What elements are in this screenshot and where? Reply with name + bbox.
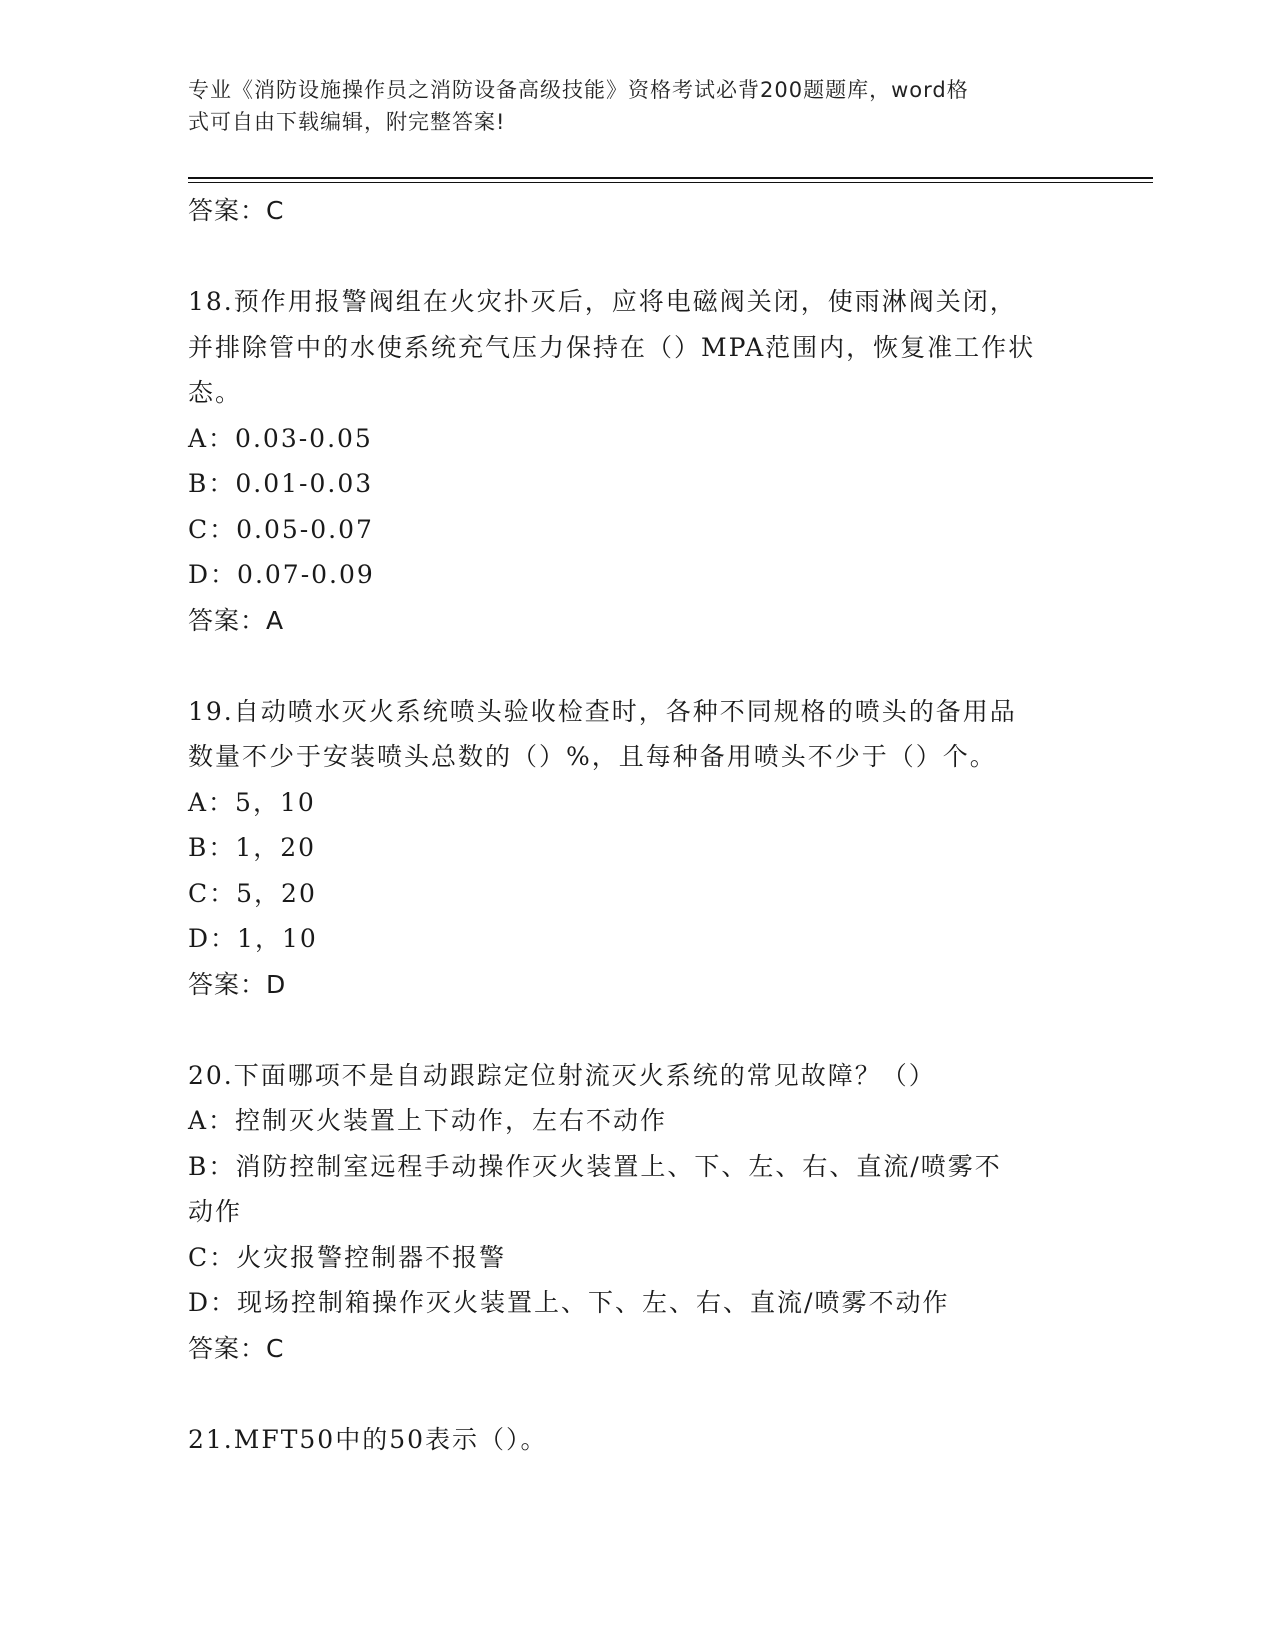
spacer	[188, 234, 1068, 280]
question-list	[188, 188, 1068, 1462]
header-line-2: 式可自由下载编辑，附完整答案!	[188, 110, 506, 134]
answer-17: 答案：C	[188, 196, 285, 225]
page-header	[188, 74, 1068, 138]
question-19-option-b: B：1，20	[188, 833, 317, 862]
question-18	[188, 279, 1068, 643]
question-19-option-d: D：1，10	[188, 924, 318, 953]
question-20-option-b-line-1: B：消防控制室远程手动操作灭火装置上、下、左、右、直流/喷雾不	[188, 1151, 1002, 1181]
question-19-option-a: A：5，10	[188, 787, 316, 817]
question-19	[188, 689, 1068, 1008]
question-19-option-c: C：5，20	[188, 878, 317, 908]
spacer	[188, 643, 1068, 689]
question-21	[188, 1417, 1068, 1463]
question-19-stem-line-1: 19.自动喷水灭火系统喷头验收检查时，各种不同规格的喷头的备用品	[188, 696, 1017, 726]
question-20-option-d: D：现场控制箱操作灭火装置上、下、左、右、直流/喷雾不动作	[188, 1288, 950, 1317]
question-20-option-a: A：控制灭火装置上下动作，左右不动作	[188, 1106, 668, 1135]
spacer	[188, 1371, 1068, 1417]
question-20-answer: 答案：C	[188, 1333, 285, 1363]
question-20-option-c: C：火灾报警控制器不报警	[188, 1242, 507, 1272]
question-18-stem-line-3: 态。	[188, 378, 243, 407]
question-18-option-d: D：0.07-0.09	[188, 560, 375, 589]
question-20	[188, 1053, 1068, 1372]
header-rule-thick	[188, 177, 1153, 179]
question-19-answer: 答案：D	[188, 969, 287, 999]
question-18-option-b: B：0.01-0.03	[188, 469, 374, 498]
question-19-stem-line-2: 数量不少于安装喷头总数的（）%，且每种备用喷头不少于（）个。	[188, 742, 997, 771]
question-18-option-c: C：0.05-0.07	[188, 514, 374, 544]
header-rule-thin	[188, 182, 1153, 183]
spacer	[188, 1007, 1068, 1053]
question-18-stem-line-1: 18.预作用报警阀组在火灾扑灭后，应将电磁阀关闭，使雨淋阀关闭，	[188, 287, 1017, 316]
question-18-answer: 答案：A	[188, 605, 285, 635]
question-18-stem-line-2: 并排除管中的水使系统充气压力保持在（）MPA范围内，恢复准工作状	[188, 332, 1036, 362]
header-line-1: 专业《消防设施操作员之消防设备高级技能》资格考试必背200题题库，word格	[188, 78, 969, 102]
question-20-stem-line-1: 20.下面哪项不是自动跟踪定位射流灭火系统的常见故障？（）	[188, 1060, 936, 1090]
question-18-option-a: A：0.03-0.05	[188, 423, 373, 453]
question-20-option-b-line-2: 动作	[188, 1197, 243, 1226]
question-21-stem-line-1: 21.MFT50中的50表示（）。	[188, 1424, 548, 1454]
